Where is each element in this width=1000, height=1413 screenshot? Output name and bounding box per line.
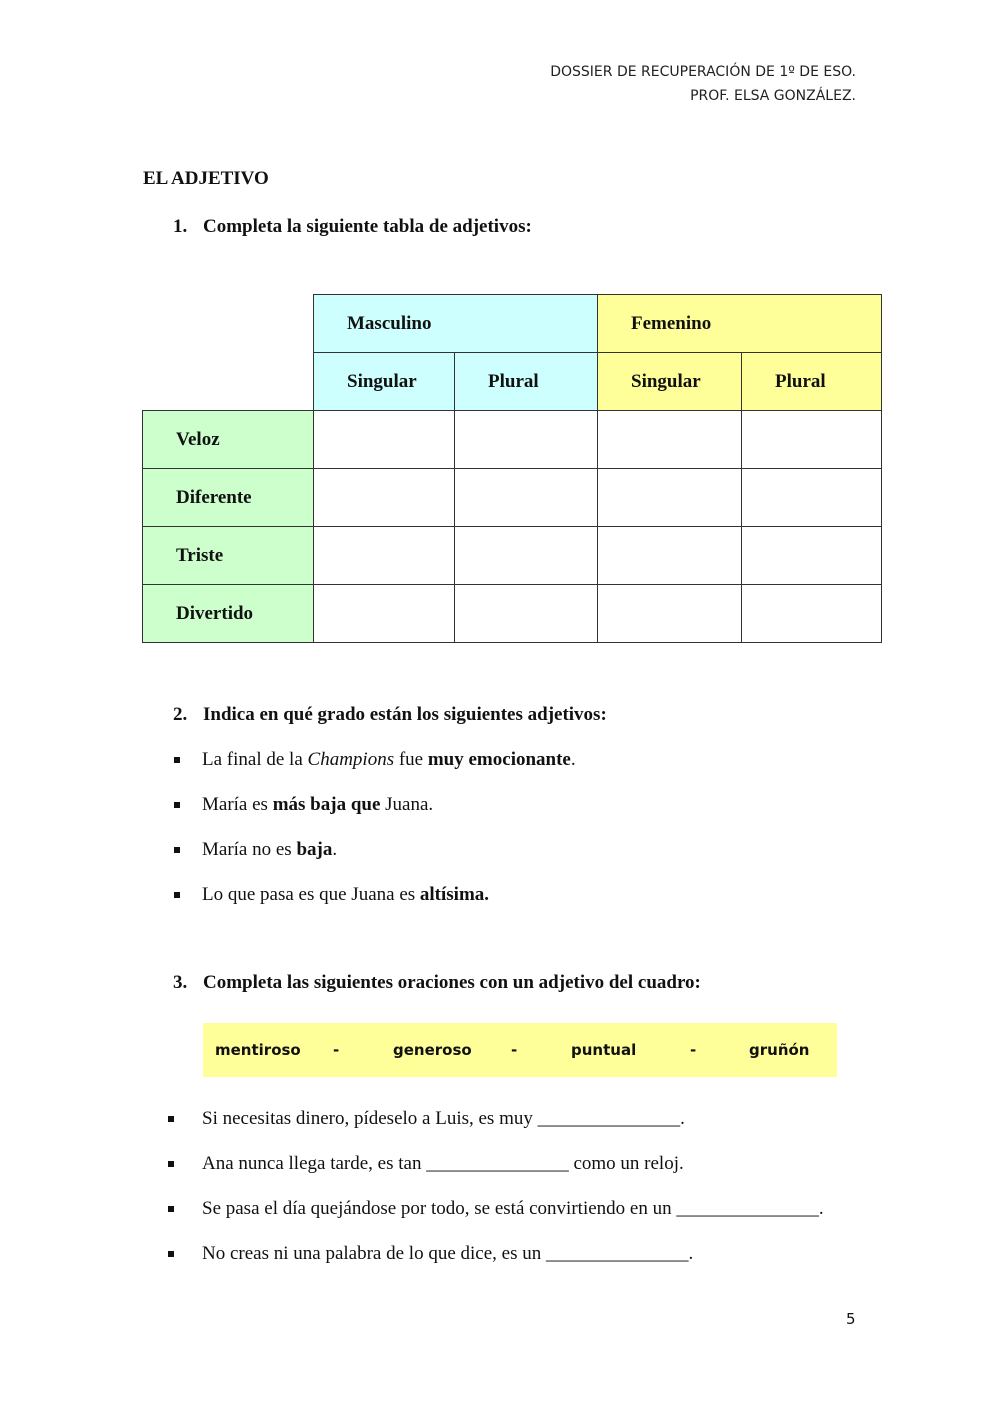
question-1 bbox=[173, 216, 532, 238]
bullet-icon bbox=[174, 847, 180, 853]
sentence-text: Se pasa el día quejándose por todo, se está convirtiendo en un _______________. bbox=[202, 1198, 824, 1219]
table-corner bbox=[143, 295, 314, 353]
sentence-text: Si necesitas dinero, pídeselo a Luis, es muy _______________. bbox=[202, 1108, 685, 1129]
page-number: 5 bbox=[846, 1310, 856, 1328]
section-title: EL ADJETIVO bbox=[143, 168, 269, 189]
bullet-icon bbox=[168, 1206, 174, 1212]
word-bank-word: generoso bbox=[393, 1041, 472, 1059]
bullet-icon bbox=[174, 892, 180, 898]
item-text: Juana. bbox=[380, 794, 434, 815]
answer-cell[interactable] bbox=[314, 585, 455, 643]
answer-cell[interactable] bbox=[455, 527, 598, 585]
word-bank-separator: - bbox=[690, 1041, 697, 1059]
list-item bbox=[166, 1198, 824, 1243]
question-number: 1. bbox=[173, 216, 188, 237]
item-adjective: más baja que bbox=[272, 794, 381, 815]
question-3 bbox=[173, 972, 701, 994]
header-masc-plural: Plural bbox=[455, 353, 598, 411]
item-adjective: baja bbox=[296, 839, 333, 860]
answer-cell[interactable] bbox=[742, 527, 882, 585]
bullet-icon bbox=[168, 1161, 174, 1167]
header-fem-plural: Plural bbox=[742, 353, 882, 411]
bullet-icon bbox=[168, 1251, 174, 1257]
item-adjective: muy emocionante bbox=[427, 749, 571, 770]
header-line-2: PROF. ELSA GONZÁLEZ. bbox=[690, 88, 856, 104]
item-text: María es bbox=[202, 794, 273, 815]
item-text: . bbox=[570, 749, 576, 770]
word-bank-separator: - bbox=[511, 1041, 518, 1059]
answer-cell[interactable] bbox=[314, 411, 455, 469]
list-item bbox=[172, 839, 576, 884]
table-row bbox=[143, 469, 882, 527]
header-line-1: DOSSIER DE RECUPERACIÓN DE 1º DE ESO. bbox=[550, 64, 856, 80]
table-corner bbox=[143, 353, 314, 411]
answer-cell[interactable] bbox=[598, 527, 742, 585]
item-text: Lo que pasa es que Juana es bbox=[202, 884, 420, 905]
answer-cell[interactable] bbox=[314, 469, 455, 527]
answer-cell[interactable] bbox=[455, 411, 598, 469]
bullet-icon bbox=[174, 757, 180, 763]
item-text: María no es bbox=[202, 839, 297, 860]
header-masc-singular: Singular bbox=[314, 353, 455, 411]
word-bank-separator: - bbox=[333, 1041, 340, 1059]
item-text: La final de la bbox=[202, 749, 308, 770]
answer-cell[interactable] bbox=[598, 585, 742, 643]
row-label: Triste bbox=[143, 527, 314, 585]
item-adjective: altísima. bbox=[419, 884, 490, 905]
question-text: Indica en qué grado están los siguientes adjetivos: bbox=[203, 704, 607, 725]
bullet-icon bbox=[168, 1116, 174, 1122]
word-bank-word: mentiroso bbox=[215, 1041, 301, 1059]
answer-cell[interactable] bbox=[598, 411, 742, 469]
list-item bbox=[172, 884, 576, 929]
sentence-text: Ana nunca llega tarde, es tan _______________ como un reloj. bbox=[202, 1153, 684, 1174]
row-label: Veloz bbox=[143, 411, 314, 469]
word-bank bbox=[203, 1023, 837, 1077]
item-text: . bbox=[332, 839, 338, 860]
item-italic: Champions bbox=[307, 749, 395, 770]
list-item bbox=[172, 749, 576, 794]
answer-cell[interactable] bbox=[455, 585, 598, 643]
degree-list bbox=[172, 749, 576, 929]
question-number: 3. bbox=[173, 972, 188, 993]
item-text: fue bbox=[394, 749, 428, 770]
list-item bbox=[166, 1153, 824, 1198]
question-2 bbox=[173, 704, 607, 726]
answer-cell[interactable] bbox=[598, 469, 742, 527]
bullet-icon bbox=[174, 802, 180, 808]
answer-cell[interactable] bbox=[742, 469, 882, 527]
sentence-list bbox=[166, 1108, 824, 1288]
question-text: Completa las siguientes oraciones con un adjetivo del cuadro: bbox=[203, 972, 701, 993]
table-row bbox=[143, 585, 882, 643]
header-fem-singular: Singular bbox=[598, 353, 742, 411]
header-masculino: Masculino bbox=[314, 295, 598, 353]
word-bank-word: puntual bbox=[571, 1041, 637, 1059]
row-label: Divertido bbox=[143, 585, 314, 643]
header-femenino: Femenino bbox=[598, 295, 882, 353]
answer-cell[interactable] bbox=[455, 469, 598, 527]
table-row bbox=[143, 527, 882, 585]
row-label: Diferente bbox=[143, 469, 314, 527]
page-header bbox=[550, 60, 856, 108]
sentence-text: No creas ni una palabra de lo que dice, es un _______________. bbox=[202, 1243, 694, 1264]
table-row bbox=[143, 411, 882, 469]
answer-cell[interactable] bbox=[742, 411, 882, 469]
list-item bbox=[166, 1243, 824, 1288]
list-item bbox=[172, 794, 576, 839]
adjective-table bbox=[142, 294, 882, 643]
list-item bbox=[166, 1108, 824, 1153]
answer-cell[interactable] bbox=[314, 527, 455, 585]
question-number: 2. bbox=[173, 704, 188, 725]
answer-cell[interactable] bbox=[742, 585, 882, 643]
word-bank-word: gruñón bbox=[749, 1041, 810, 1059]
question-text: Completa la siguiente tabla de adjetivos: bbox=[203, 216, 532, 237]
